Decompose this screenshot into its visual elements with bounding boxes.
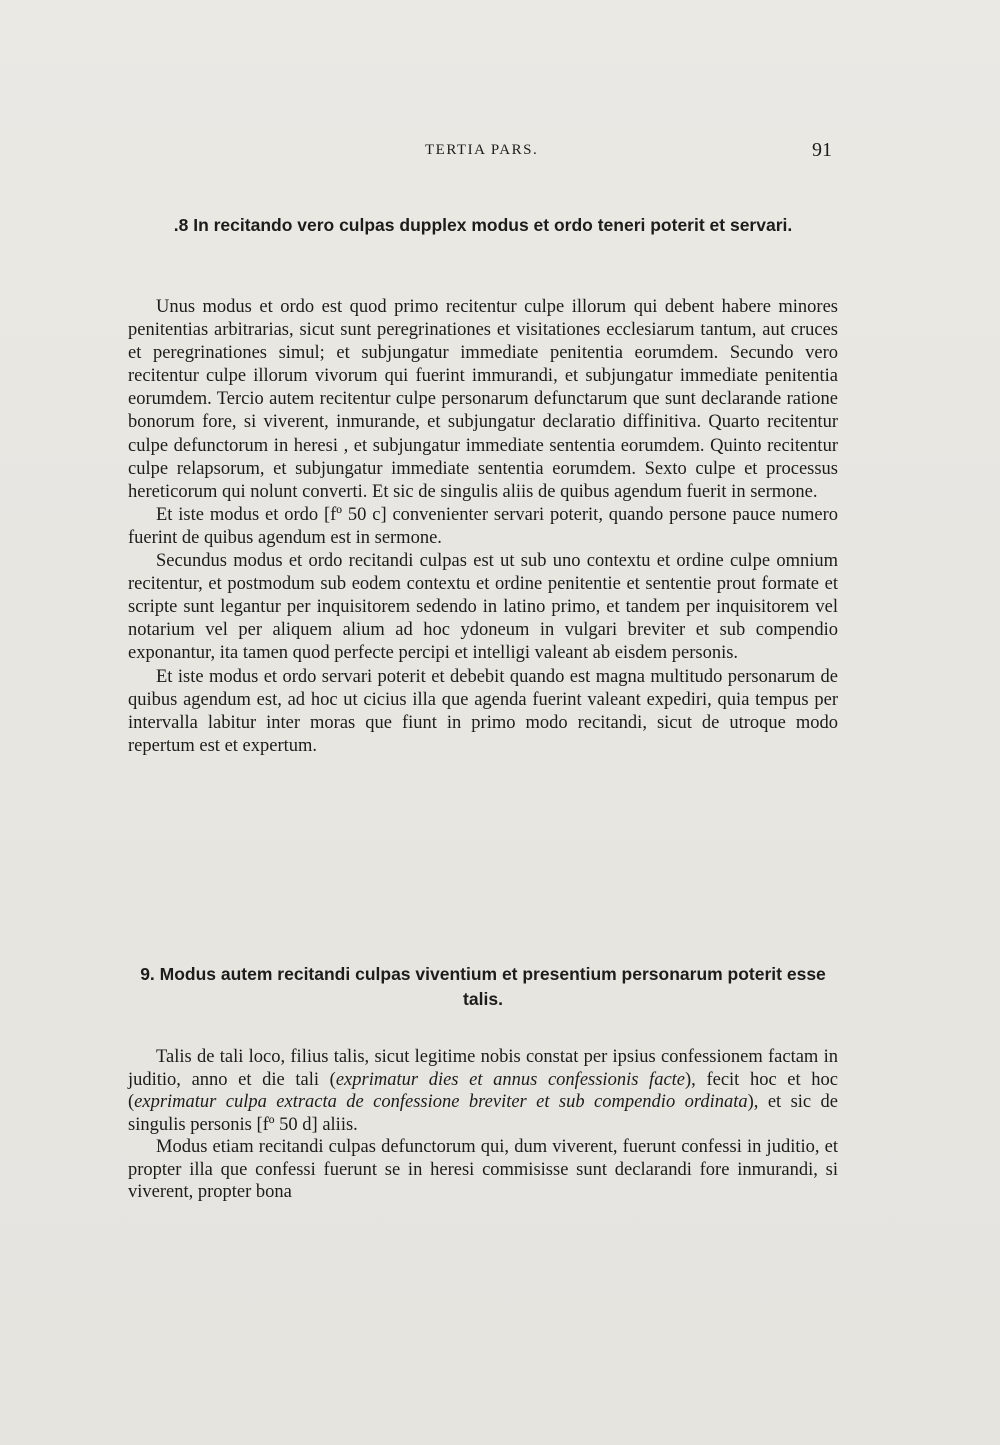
paragraph-secundus-modus: Secundus modus et ordo recitandi culpas est ut sub uno contextu et ordine culpe omnium recitentur, et postmodum sub eodem contextu et ordine penitentie et sententie prout formate et scripte sunt legantur per inquisitorem sedendo in latino primo, et tandem per inquisitorem vel notarium vel per aliquem alium ad hoc ydoneum in vulgari breviter et sub compendio exponantur, ita tamen quod perfecte percipi et intelligi valeant ab eisdem personis. <box>128 551 838 664</box>
section-8-body <box>128 296 838 758</box>
italic-run: exprimatur dies et annus confessionis facte <box>335 1069 686 1090</box>
paragraph-iste-modus-1: Et iste modus et ordo [fº 50 c] convenienter servari poterit, quando persone pauce numero fuerint de quibus agendum est in sermone. <box>128 504 838 548</box>
section-9-heading-block <box>128 962 838 1012</box>
text-run: ), fecit hoc et hoc ( <box>128 1069 838 1112</box>
paragraph-modus-etiam: Modus etiam recitandi culpas defunctorum qui, dum viverent, fuerunt confessi in juditio, et propter illa que confessi fuerunt se in heresi commisisse sunt declarandi fore inmurandi, si viverent, propter bona <box>128 1137 838 1202</box>
section-9-body <box>128 1046 838 1204</box>
text-run: ), et sic de singulis personis [fº 50 d] aliis. <box>128 1092 838 1135</box>
section-8-heading: .8 In recitando vero culpas dupplex modus et ordo teneri poterit et servari. <box>173 215 793 235</box>
section-8-heading-block <box>128 213 838 238</box>
section-9-heading: 9. Modus autem recitandi culpas viventium et presentium personarum poterit esse talis. <box>140 964 826 1009</box>
paragraph-talis-de-tali <box>128 1046 838 1136</box>
page-number: 91 <box>812 139 832 161</box>
running-title: TERTIA PARS. <box>425 142 539 158</box>
text-run: Talis de tali loco, filius talis, sicut legitime nobis constat per ipsius confessionem factam in juditio, anno et die tali ( <box>128 1047 838 1090</box>
paragraph-unus-modus: Unus modus et ordo est quod primo recitentur culpe illorum qui debent habere minores penitentias arbitrarias, sicut sunt peregrinationes et visitationes ecclesiarum tantum, aut cruces et peregrinationes simul; et subjungatur immediate penitentia eorumdem. Secundo vero recitentur culpe illorum vivorum qui fuerint immurandi, et subjungatur immediate penitentia eorumdem. Tercio autem recitentur culpe personarum defunctarum que sunt declarande ratione bonorum fore, si viverent, inmurande, et subjungatur declaratio diffinitiva. Quarto recitentur culpe defunctorum in heresi , et subjungatur immediate sententia eorumdem. Quinto recitentur culpe relapsorum, et subjungatur immediate sententia eorumdem. Sexto culpe et processus hereticorum qui nolunt converti. Et sic de singulis aliis de quibus agendum fuerit in sermone. <box>128 297 838 502</box>
paragraph-iste-modus-2: Et iste modus et ordo servari poterit et debebit quando est magna multitudo personarum de quibus agendum est, ad hoc ut cicius illa que agenda fuerint valeant expediri, quia tempus per intervalla labitur inter moras que fiunt in primo modo recitandi, sicut de utroque modo repertum est et expertum. <box>128 666 838 756</box>
italic-run: exprimatur culpa extracta de confessione breviter et sub compendio ordinata <box>134 1092 748 1112</box>
running-head <box>0 139 1000 166</box>
